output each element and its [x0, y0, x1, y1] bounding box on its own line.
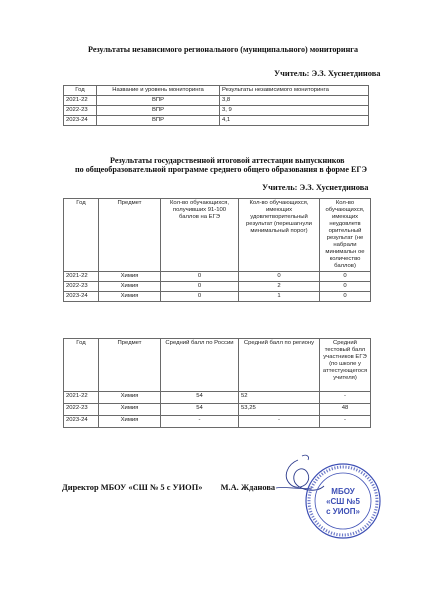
table-cell: ВПР — [97, 116, 220, 126]
school-stamp — [303, 461, 383, 541]
column-header: Результаты независимого мониторинга — [220, 86, 369, 96]
table-cell: 2021-22 — [64, 96, 97, 106]
column-header: Название и уровень мониторинга — [97, 86, 220, 96]
stamp-line-1: МБОУ — [331, 487, 355, 496]
column-header: Кол-во обучающихся, имеющих неудовлетв орительный результат (не набрали минимальн ое количество баллов) — [320, 199, 371, 272]
table-row — [64, 116, 369, 126]
column-header: Предмет — [99, 199, 161, 272]
column-header: Кол-во обучающихся, имеющих удовлетворительный результат (перешагнули минимальный порог) — [239, 199, 320, 272]
table-cell: 2021-22 — [64, 392, 99, 404]
director-line — [62, 483, 275, 492]
table-row — [64, 106, 369, 116]
table-cell: - — [239, 416, 320, 428]
table-cell: ВПР — [97, 96, 220, 106]
table-cell: 0 — [320, 292, 371, 302]
table-cell: 0 — [239, 272, 320, 282]
table-cell: 3, 9 — [220, 106, 369, 116]
table-cell: 2 — [239, 282, 320, 292]
monitoring-title: Результаты независимого регионального (муниципального) мониторинга — [88, 45, 358, 54]
table-row — [64, 96, 369, 106]
table-row — [64, 416, 371, 428]
table-cell: 2021-22 — [64, 272, 99, 282]
table-cell: 0 — [161, 292, 239, 302]
table-row — [64, 392, 371, 404]
column-header: Средний балл по региону — [239, 339, 320, 392]
table-cell: Химия — [99, 404, 161, 416]
table-row — [64, 292, 371, 302]
table-cell: Химия — [99, 292, 161, 302]
table-cell: 2022-23 — [64, 404, 99, 416]
column-header: Предмет — [99, 339, 161, 392]
table-row — [64, 282, 371, 292]
ege-scores-table — [63, 338, 371, 428]
table-header-row — [64, 339, 371, 392]
table-cell: 0 — [161, 282, 239, 292]
director-title: Директор МБОУ «СШ № 5 с УИОП» — [62, 483, 203, 492]
table-cell: 1 — [239, 292, 320, 302]
table-cell: 2023-24 — [64, 292, 99, 302]
teacher-name-2: Учитель: Э.З. Хуснетдинова — [262, 183, 369, 192]
table-cell: ВПР — [97, 106, 220, 116]
table-row — [64, 404, 371, 416]
table-cell: 0 — [161, 272, 239, 282]
table-header-row — [64, 86, 369, 96]
column-header: Год — [64, 339, 99, 392]
ege-title-line1: Результаты государственной итоговой аттестации выпускников — [110, 156, 345, 165]
stamp-line-3: с УИОП» — [326, 507, 360, 516]
table-cell: Химия — [99, 416, 161, 428]
table-header-row — [64, 199, 371, 272]
column-header: Кол-во обучающихся, получивших 91-100 баллов на ЕГЭ — [161, 199, 239, 272]
table-cell: 4,1 — [220, 116, 369, 126]
table-cell: Химия — [99, 392, 161, 404]
ege-results-table — [63, 198, 371, 302]
column-header: Средний балл по России — [161, 339, 239, 392]
table-cell: 2022-23 — [64, 106, 97, 116]
table-cell: 54 — [161, 392, 239, 404]
table-cell: 54 — [161, 404, 239, 416]
table-cell: 2023-24 — [64, 416, 99, 428]
table-cell: - — [320, 392, 371, 404]
table-cell: 2023-24 — [64, 116, 97, 126]
director-name: М.А. Жданова — [220, 483, 276, 492]
teacher-name-1: Учитель: Э.З. Хуснетдинова — [274, 69, 381, 78]
table-cell: 2022-23 — [64, 282, 99, 292]
table-cell: 48 — [320, 404, 371, 416]
column-header: Год — [64, 199, 99, 272]
table-cell: Химия — [99, 272, 161, 282]
table-cell: Химия — [99, 282, 161, 292]
table-cell: - — [161, 416, 239, 428]
stamp-line-2: «СШ №5 — [326, 497, 360, 506]
monitoring-table — [63, 85, 369, 126]
table-cell: 53,25 — [239, 404, 320, 416]
table-row — [64, 272, 371, 282]
table-cell: 0 — [320, 272, 371, 282]
table-cell: 52 — [239, 392, 320, 404]
table-cell: 0 — [320, 282, 371, 292]
table-cell: - — [320, 416, 371, 428]
table-cell: 3,8 — [220, 96, 369, 106]
column-header: Год — [64, 86, 97, 96]
column-header: Средний тестовый балл участников ЕГЭ (по школе у аттестующегося учителя) — [320, 339, 371, 392]
ege-title-line2: по общеобразовательной программе среднего общего образования в форме ЕГЭ — [75, 165, 367, 174]
